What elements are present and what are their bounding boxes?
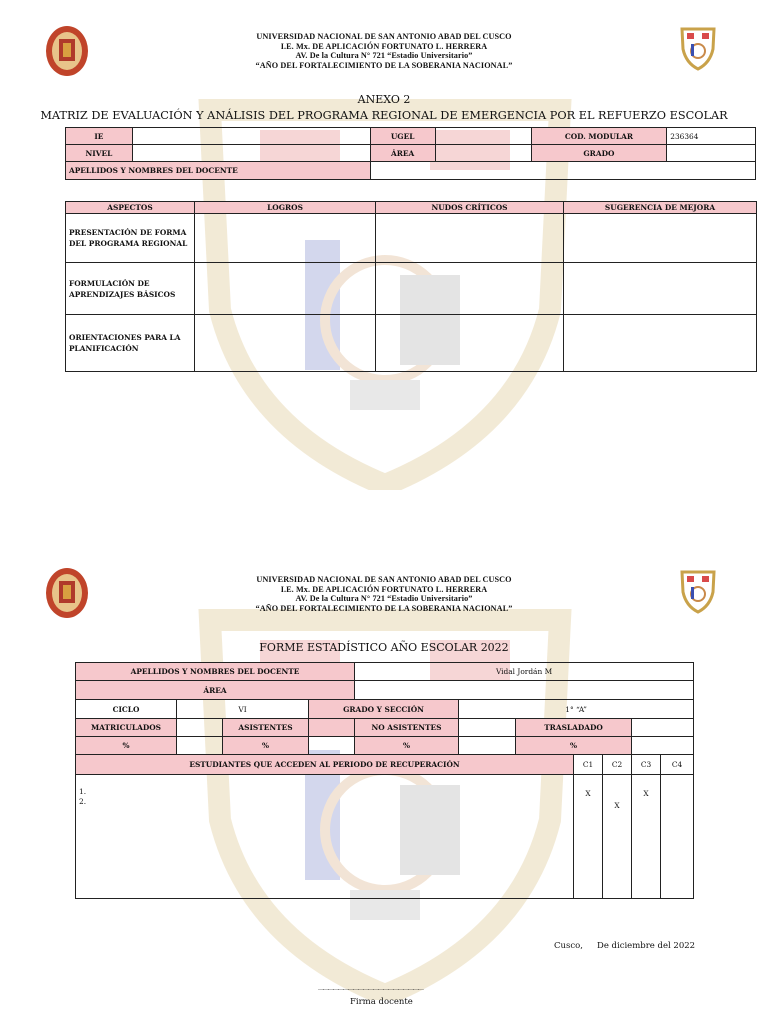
trasladado-percent: % — [516, 737, 632, 755]
cod-modular-field[interactable]: 236364 — [667, 128, 756, 145]
docente-field[interactable] — [370, 162, 755, 180]
c3-header: C3 — [632, 755, 661, 775]
grado-label: GRADO — [531, 145, 667, 162]
matriculados-percent: % — [76, 737, 177, 755]
ciclo-label: CICLO — [76, 700, 177, 719]
matriculados-percent-field[interactable] — [177, 737, 223, 755]
c3-mark[interactable]: X — [632, 775, 661, 899]
ugel-field[interactable] — [435, 128, 531, 145]
trasladado-label: TRASLADADO — [516, 719, 632, 737]
signature-label: Firma docente — [350, 997, 413, 1007]
area-label: ÁREA — [370, 145, 435, 162]
no-asistentes-field[interactable] — [459, 719, 516, 737]
c1-header: C1 — [574, 755, 603, 775]
area-field[interactable] — [435, 145, 531, 162]
matrix-cell[interactable] — [195, 263, 376, 315]
ugel-label: UGEL — [370, 128, 435, 145]
statistics-title: FORME ESTADÍSTICO AÑO ESCOLAR 2022 — [259, 641, 509, 654]
asistentes-percent-field[interactable] — [309, 737, 355, 755]
area-field[interactable] — [355, 681, 694, 700]
ie-field[interactable] — [132, 128, 370, 145]
c4-mark[interactable] — [661, 775, 694, 899]
place-label: Cusco, — [554, 941, 583, 951]
area-label: ÁREA — [76, 681, 355, 700]
signature-line: ……………………………………………………… — [318, 985, 423, 992]
no-asistentes-percent-field[interactable] — [459, 737, 516, 755]
asistentes-label: ASISTENTES — [223, 719, 309, 737]
asistentes-percent: % — [223, 737, 309, 755]
list-item: 1. — [79, 787, 87, 796]
c2-header: C2 — [603, 755, 632, 775]
trasladado-percent-field[interactable] — [632, 737, 694, 755]
c1-mark[interactable]: X — [574, 775, 603, 899]
c4-header: C4 — [661, 755, 694, 775]
header-school: I.E. Mx. DE APLICACIÓN FORTUNATO L. HERRERA — [280, 584, 488, 594]
no-asistentes-label: NO ASISTENTES — [355, 719, 459, 737]
student-list[interactable] — [76, 775, 574, 899]
page1-header — [0, 32, 768, 70]
matrix-title: MATRIZ DE EVALUACIÓN Y ANÁLISIS DEL PROGRAMA REGIONAL DE EMERGENCIA POR EL REFUERZO ESCOLAR — [40, 109, 728, 122]
info-table — [65, 127, 756, 180]
date-label: De diciembre del 2022 — [597, 941, 696, 951]
matriculados-label: MATRICULADOS — [76, 719, 177, 737]
header-address: AV. De la Cultura N° 721 “Estadio Universitario” — [295, 594, 473, 604]
list-item: 2. — [79, 797, 87, 806]
c2-mark[interactable]: X — [603, 775, 632, 899]
header-year-motto: “AÑO DEL FORTALECIMIENTO DE LA SOBERANIA NACIONAL” — [255, 60, 513, 70]
matrix-row-presentacion: PRESENTACIÓN DE FORMA DEL PROGRAMA REGIONAL — [66, 214, 195, 263]
nivel-field[interactable] — [132, 145, 370, 162]
recuperacion-label: ESTUDIANTES QUE ACCEDEN AL PERIODO DE RECUPERACIÓN — [76, 755, 574, 775]
nivel-label: NIVEL — [66, 145, 133, 162]
header-school: I.E. Mx. DE APLICACIÓN FORTUNATO L. HERRERA — [280, 41, 488, 51]
docente-label: APELLIDOS Y NOMBRES DEL DOCENTE — [76, 663, 355, 681]
ie-label: IE — [66, 128, 133, 145]
docente-label: APELLIDOS Y NOMBRES DEL DOCENTE — [66, 162, 371, 180]
matrix-cell[interactable] — [195, 214, 376, 263]
evaluation-matrix — [65, 201, 757, 372]
grado-field[interactable] — [667, 145, 756, 162]
matriculados-field[interactable] — [177, 719, 223, 737]
matrix-cell[interactable] — [376, 214, 564, 263]
page2-header — [0, 575, 768, 613]
matrix-cell[interactable] — [564, 214, 757, 263]
matrix-header-nudos: NUDOS CRÍTICOS — [376, 202, 564, 214]
grado-seccion-field[interactable]: 1° “A” — [459, 700, 694, 719]
matrix-row-formulacion: FORMULACIÓN DE APRENDIZAJES BÁSICOS — [66, 263, 195, 315]
cod-modular-label: COD. MODULAR — [531, 128, 667, 145]
header-university: UNIVERSIDAD NACIONAL DE SAN ANTONIO ABAD DEL CUSCO — [256, 575, 512, 584]
matrix-cell[interactable] — [376, 315, 564, 372]
matrix-header-sugerencia: SUGERENCIA DE MEJORA — [564, 202, 757, 214]
trasladado-field[interactable] — [632, 719, 694, 737]
matrix-cell[interactable] — [376, 263, 564, 315]
no-asistentes-percent: % — [355, 737, 459, 755]
matrix-cell[interactable] — [195, 315, 376, 372]
statistics-table — [75, 662, 694, 899]
matrix-header-logros: LOGROS — [195, 202, 376, 214]
ciclo-field[interactable]: VI — [177, 700, 309, 719]
matrix-row-orientaciones: ORIENTACIONES PARA LA PLANIFICACIÓN — [66, 315, 195, 372]
header-year-motto: “AÑO DEL FORTALECIMIENTO DE LA SOBERANIA NACIONAL” — [255, 603, 513, 613]
matrix-header-aspectos: ASPECTOS — [66, 202, 195, 214]
annex-title: ANEXO 2 — [357, 93, 411, 106]
asistentes-field[interactable] — [309, 719, 355, 737]
docente-field[interactable]: Vidal Jordán M — [355, 663, 694, 681]
header-address: AV. De la Cultura N° 721 “Estadio Universitario” — [295, 51, 473, 61]
matrix-cell[interactable] — [564, 263, 757, 315]
matrix-cell[interactable] — [564, 315, 757, 372]
grado-seccion-label: GRADO Y SECCIÓN — [309, 700, 459, 719]
header-university: UNIVERSIDAD NACIONAL DE SAN ANTONIO ABAD DEL CUSCO — [256, 32, 512, 41]
